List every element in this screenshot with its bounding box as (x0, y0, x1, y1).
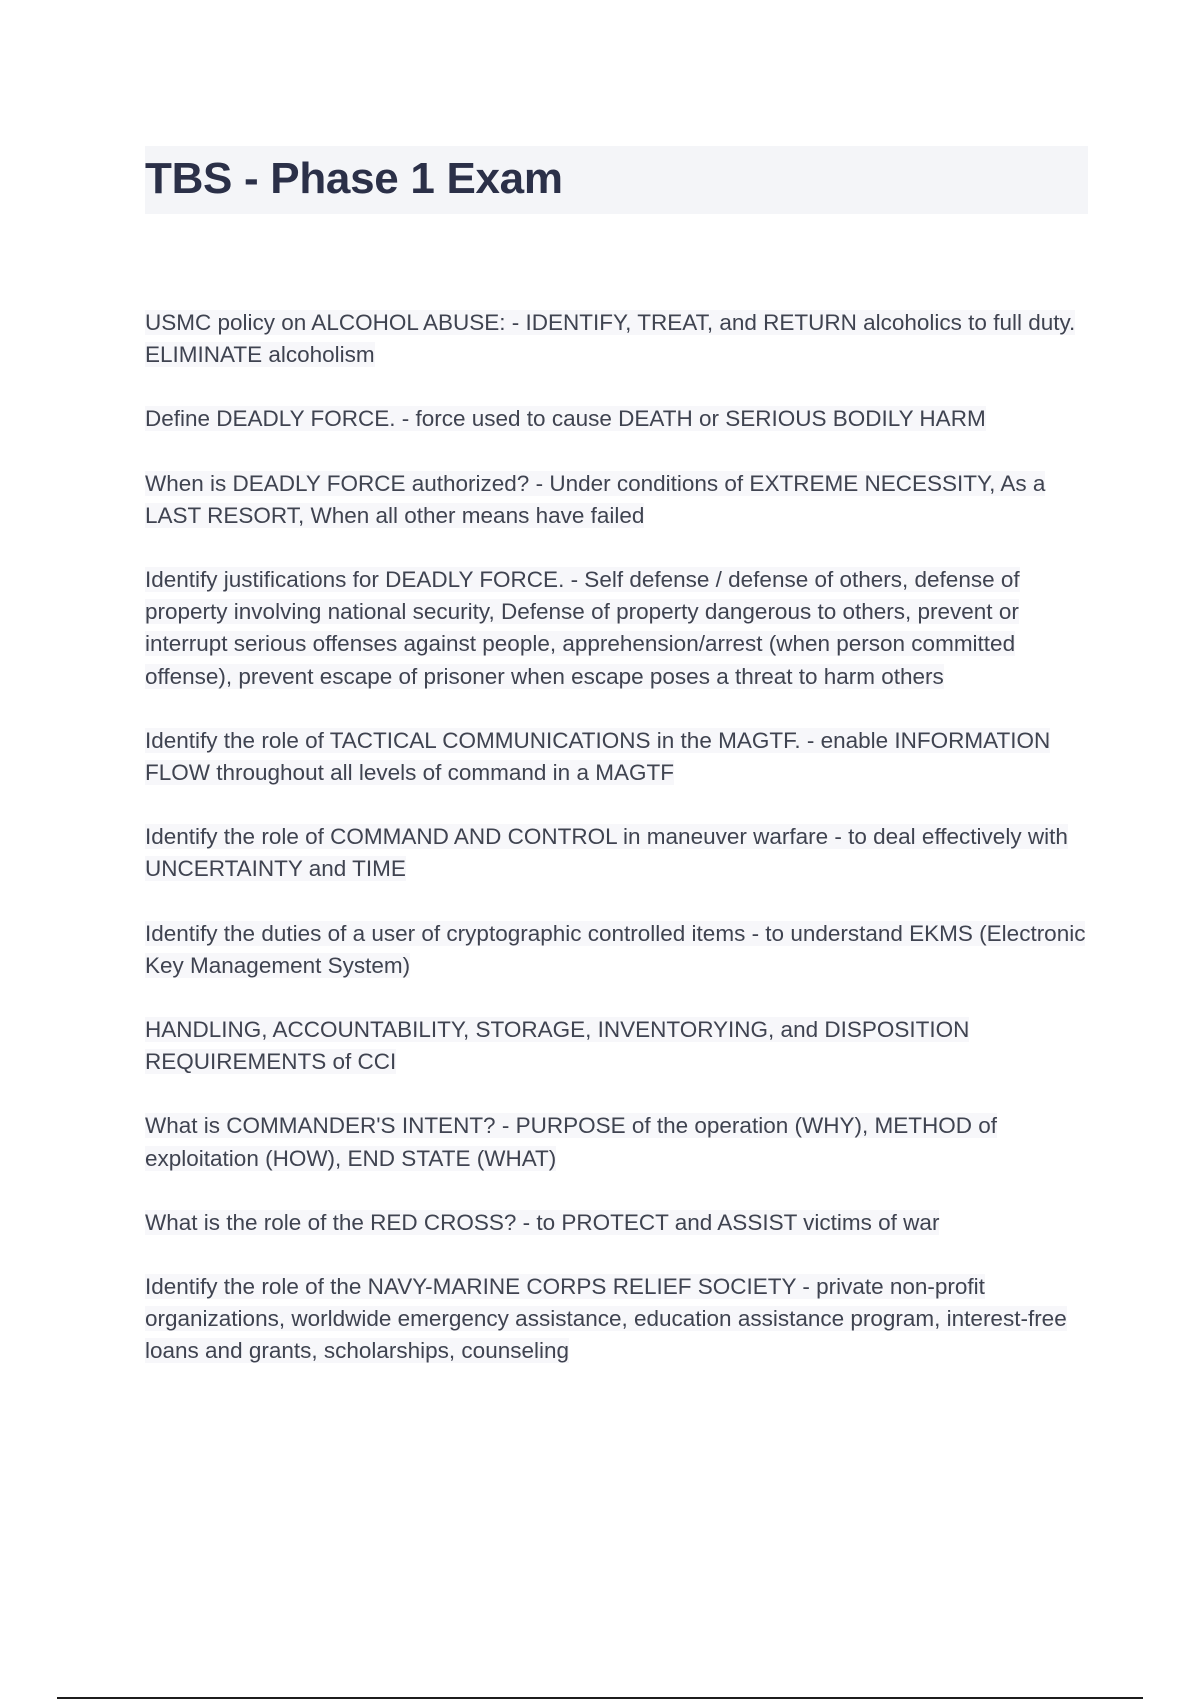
qa-item (145, 1271, 1090, 1368)
qa-item (145, 564, 1090, 693)
qa-text: What is COMMANDER'S INTENT? - PURPOSE of the operation (WHY), METHOD of exploitation (HOW), END STATE (WHAT) (145, 1113, 997, 1171)
qa-text: HANDLING, ACCOUNTABILITY, STORAGE, INVENTORYING, and DISPOSITION REQUIREMENTS of CCI (145, 1017, 970, 1075)
qa-item (145, 918, 1090, 982)
qa-text: Identify the role of COMMAND AND CONTROL in maneuver warfare - to deal effectively with UNCERTAINTY and TIME (145, 824, 1068, 882)
qa-item (145, 468, 1090, 532)
qa-text: Identify the role of TACTICAL COMMUNICATIONS in the MAGTF. - enable INFORMATION FLOW throughout all levels of command in a MAGTF (145, 727, 1051, 786)
qa-text: USMC policy on ALCOHOL ABUSE: - IDENTIFY, TREAT, and RETURN alcoholics to full duty. ELIMINATE alcoholism (145, 310, 1076, 368)
qa-item (145, 725, 1090, 789)
page-title: TBS - Phase 1 Exam (145, 154, 563, 203)
qa-text: Identify the role of the NAVY-MARINE CORPS RELIEF SOCIETY - private non-profit organizations, worldwide emergency assistance, education assistance program, interest-free loans and grants, scholarships, counseling (145, 1274, 1067, 1364)
qa-item (145, 1110, 1090, 1174)
qa-item (145, 1014, 1090, 1078)
qa-text: Identify the duties of a user of cryptographic controlled items - to understand EKMS (Electronic Key Management System) (145, 920, 1086, 978)
qa-item (145, 821, 1090, 885)
footer-divider (57, 1697, 1143, 1699)
page-title-banner (145, 146, 1088, 214)
qa-item (145, 403, 1090, 435)
qa-item (145, 307, 1090, 371)
qa-text: What is the role of the RED CROSS? - to PROTECT and ASSIST victims of war (145, 1209, 940, 1235)
qa-list (145, 307, 1090, 1400)
qa-text: Define DEADLY FORCE. - force used to cause DEATH or SERIOUS BODILY HARM (145, 406, 986, 432)
qa-text: When is DEADLY FORCE authorized? - Under conditions of EXTREME NECESSITY, As a LAST RESORT, When all other means have failed (145, 470, 1046, 528)
qa-item (145, 1207, 1090, 1239)
qa-text: Identify justifications for DEADLY FORCE. - Self defense / defense of others, defense of property involving national security, Defense of property dangerous to others, prevent or interrupt serious offenses against people, apprehension/arrest (when person committed offense), prevent escape of prisoner when escape poses a threat to harm others (145, 567, 1020, 689)
